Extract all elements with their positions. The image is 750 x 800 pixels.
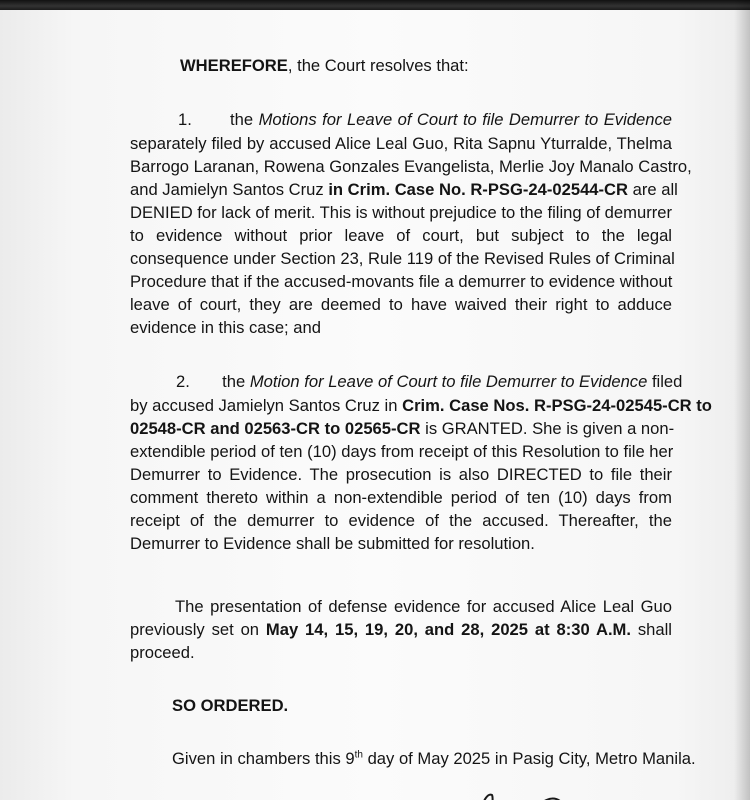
wherefore-heading	[180, 54, 722, 77]
item2-case-numbers-b: 02548-CR and 02563-CR to 02565-CR	[130, 419, 421, 438]
given-post: day of May 2025 in Pasig City, Metro Manila.	[362, 749, 696, 768]
photo-top-edge	[0, 0, 750, 10]
wherefore-rest: , the Court resolves that:	[287, 56, 469, 75]
item2-line1	[176, 370, 683, 393]
item2-line8: Demurrer to Evidence shall be submitted for resolution.	[130, 534, 535, 553]
item2-line6: comment thereto within a non-extendible period of ten (10) days from	[130, 488, 672, 507]
item1-line3: Barrogo Laranan, Rowena Gonzales Evangelista, Merlie Joy Manalo Castro,	[130, 157, 692, 176]
item1-line4	[130, 178, 678, 201]
item1-line4-a: and Jamielyn Santos Cruz	[130, 180, 329, 199]
para3-hearing-dates: May 14, 15, 19, 20, and 28, 2025 at 8:30 A.M.	[265, 620, 631, 639]
item1-line8: Procedure that if the accused-movants file a demurrer to evidence without	[130, 272, 673, 291]
item1-line4-c: are all	[628, 180, 678, 199]
para3-line1: The presentation of defense evidence for accused Alice Leal Guo	[175, 597, 672, 616]
item2-line5: Demurrer to Evidence. The prosecution is also DIRECTED to file their	[130, 465, 672, 484]
given-ordinal-sup: th	[354, 749, 363, 761]
photo-right-shadow	[734, 0, 750, 800]
item1-line6: to evidence without prior leave of court, but subject to the legal	[130, 226, 672, 245]
wherefore-bold: WHEREFORE	[180, 56, 288, 75]
given-in-chambers	[172, 747, 696, 770]
item1-case-number: in Crim. Case No. R-PSG-24-02544-CR	[328, 180, 629, 199]
item2-line2	[130, 394, 712, 417]
item1-number: 1.	[178, 110, 192, 129]
item2-number: 2.	[176, 372, 190, 391]
item2-line2-a: by accused Jamielyn Santos Cruz in	[130, 396, 403, 415]
para3-line2-a: previously set on	[130, 620, 266, 639]
para3-line2-c: shall	[631, 620, 672, 639]
item2-after-title: filed	[647, 372, 683, 391]
item1-intro: the	[230, 110, 259, 129]
item2-line4: extendible period of ten (10) days from receipt of this Resolution to file her	[130, 442, 674, 461]
item1-line7: consequence under Section 23, Rule 119 of the Revised Rules of Criminal	[130, 249, 675, 268]
item1-line10: evidence in this case; and	[130, 318, 321, 337]
so-ordered: SO ORDERED.	[172, 696, 289, 715]
para3-line2	[130, 618, 672, 641]
item1-line2: separately filed by accused Alice Leal Guo, Rita Sapnu Yturralde, Thelma	[130, 134, 672, 153]
item2-line3-b: is GRANTED. She is given a non-	[420, 419, 675, 438]
signature-stroke	[440, 781, 580, 800]
item2-case-numbers-a: Crim. Case Nos. R-PSG-24-02545-CR to	[402, 396, 712, 415]
item2-intro: the	[222, 372, 250, 391]
item1-line5: DENIED for lack of merit. This is without prejudice to the filing of demurrer	[130, 203, 672, 222]
document-page	[0, 6, 750, 800]
item2-line7: receipt of the demurrer to evidence of the accused. Thereafter, the	[130, 511, 672, 530]
item1-line1	[178, 108, 672, 131]
item2-motion-title: Motion for Leave of Court to file Demurrer to Evidence	[249, 372, 648, 391]
item1-motion-title: Motions for Leave of Court to file Demurrer to Evidence	[258, 110, 672, 129]
given-pre: Given in chambers this 9	[172, 749, 355, 768]
para3-line3: proceed.	[130, 643, 195, 662]
item2-line3	[130, 417, 675, 440]
item1-line9: leave of court, they are deemed to have waived their right to adduce	[130, 295, 672, 314]
